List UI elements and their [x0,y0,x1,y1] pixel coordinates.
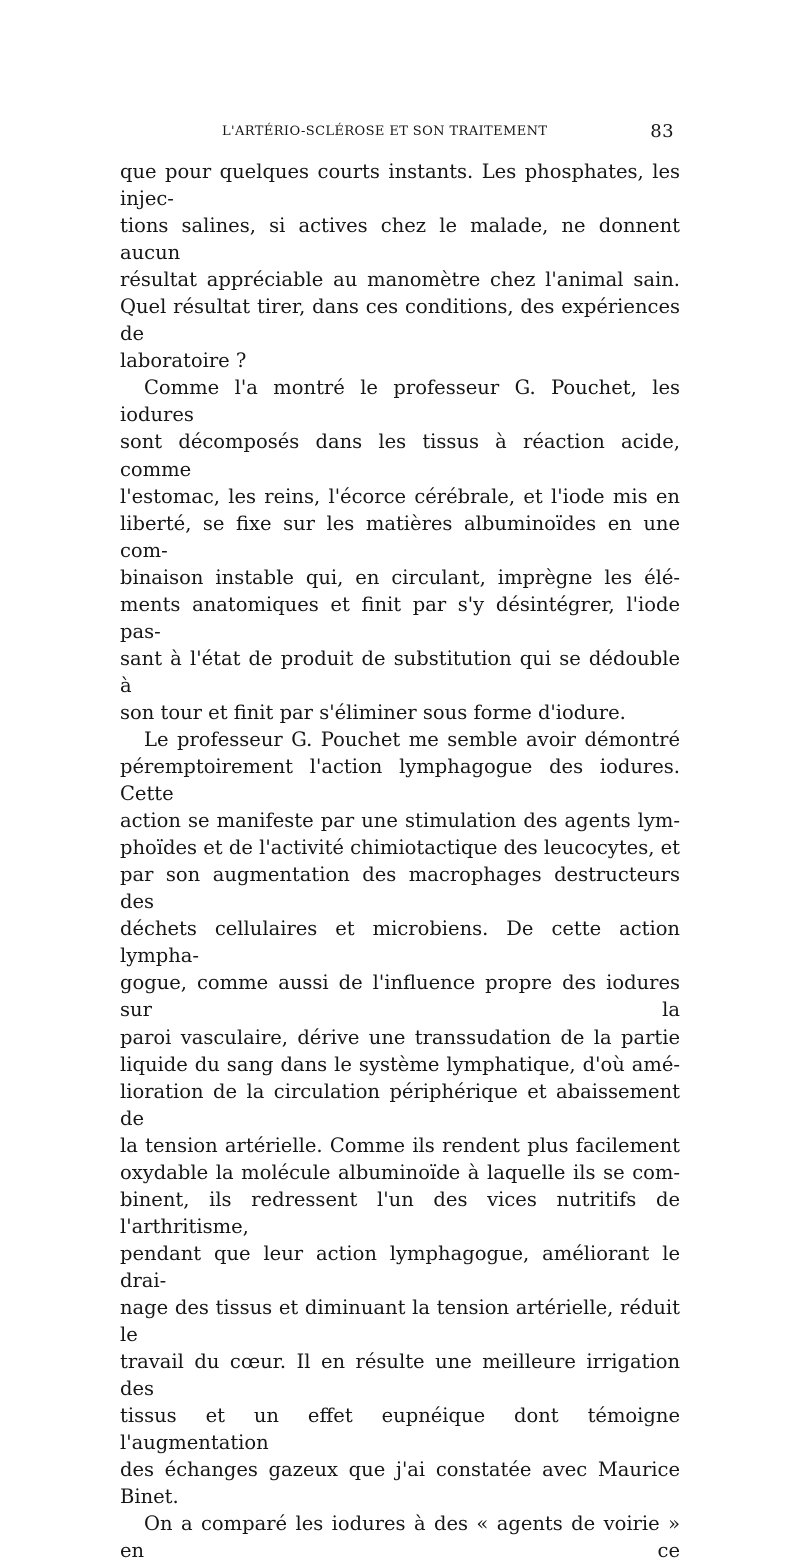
running-title: L'ARTÉRIO-SCLÉROSE ET SON TRAITEMENT [222,124,548,139]
body-text [120,158,680,1564]
text-line: oxydable la molécule albuminoïde à laquelle ils se com- [120,1160,680,1184]
text-line: résultat appréciable au manomètre chez l'animal sain. [120,268,680,292]
text-line: Comme l'a montré le professeur G. Pouchet, les iodures [120,376,680,427]
text-line: par son augmentation des macrophages destructeurs des [120,863,680,914]
text-line: binent, ils redressent l'un des vices nutritifs de l'arthritisme, [120,1187,680,1238]
text-line: pendant que leur action lymphagogue, améliorant le drai- [120,1241,680,1292]
text-line: son tour et finit par s'éliminer sous forme d'iodure. [120,700,626,724]
text-line: Quel résultat tirer, dans ces conditions, des expériences de [120,295,680,346]
text-line: sont décomposés dans les tissus à réaction acide, comme [120,430,680,481]
text-line: la tension artérielle. Comme ils rendent plus facilement [120,1133,680,1157]
text-line: ments anatomiques et finit par s'y désintégrer, l'iode pas- [120,592,680,643]
text-line: action se manifeste par une stimulation des agents lym- [120,809,680,833]
text-line: Le professeur G. Pouchet me semble avoir démontré [144,727,680,751]
text-line: On a comparé les iodures à des « agents de voirie » en ce [120,1512,680,1563]
text-line: phoïdes et de l'activité chimiotactique des leucocytes, et [120,836,680,860]
text-line: binaison instable qui, en circulant, imprègne les élé- [120,565,680,589]
text-line: que pour quelques courts instants. Les phosphates, les injec- [120,160,680,211]
text-line: travail du cœur. Il en résulte une meilleure irrigation des [120,1350,680,1401]
text-line: sant à l'état de produit de substitution qui se dédouble à [120,646,680,697]
text-line: tions salines, si actives chez le malade, ne donnent aucun [120,214,680,265]
page-number: 83 [650,121,674,142]
text-line: nage des tissus et diminuant la tension artérielle, réduit le [120,1295,680,1347]
text-line: laboratoire ? [120,349,247,373]
running-head [120,121,680,145]
text-line: déchets cellulaires et microbiens. De cette action lympha- [120,917,680,968]
text-line: des échanges gazeux que j'ai constatée avec Maurice Binet. [120,1458,680,1509]
text-line: lioration de la circulation périphérique et abaissement de [120,1079,680,1130]
text-line: tissus et un effet eupnéique dont témoigne l'augmentation [120,1404,680,1455]
text-line: liberté, se fixe sur les matières albuminoïdes en une com- [120,511,680,562]
text-line: péremptoirement l'action lymphagogue des iodures. Cette [120,755,680,806]
text-line: paroi vasculaire, dérive une transsudation de la partie [120,1025,680,1049]
text-line: gogue, comme aussi de l'influence propre des iodures sur la [120,971,680,1022]
text-line: l'estomac, les reins, l'écorce cérébrale, et l'iode mis en [120,484,680,508]
text-line: liquide du sang dans le système lymphatique, d'où amé- [120,1052,680,1076]
